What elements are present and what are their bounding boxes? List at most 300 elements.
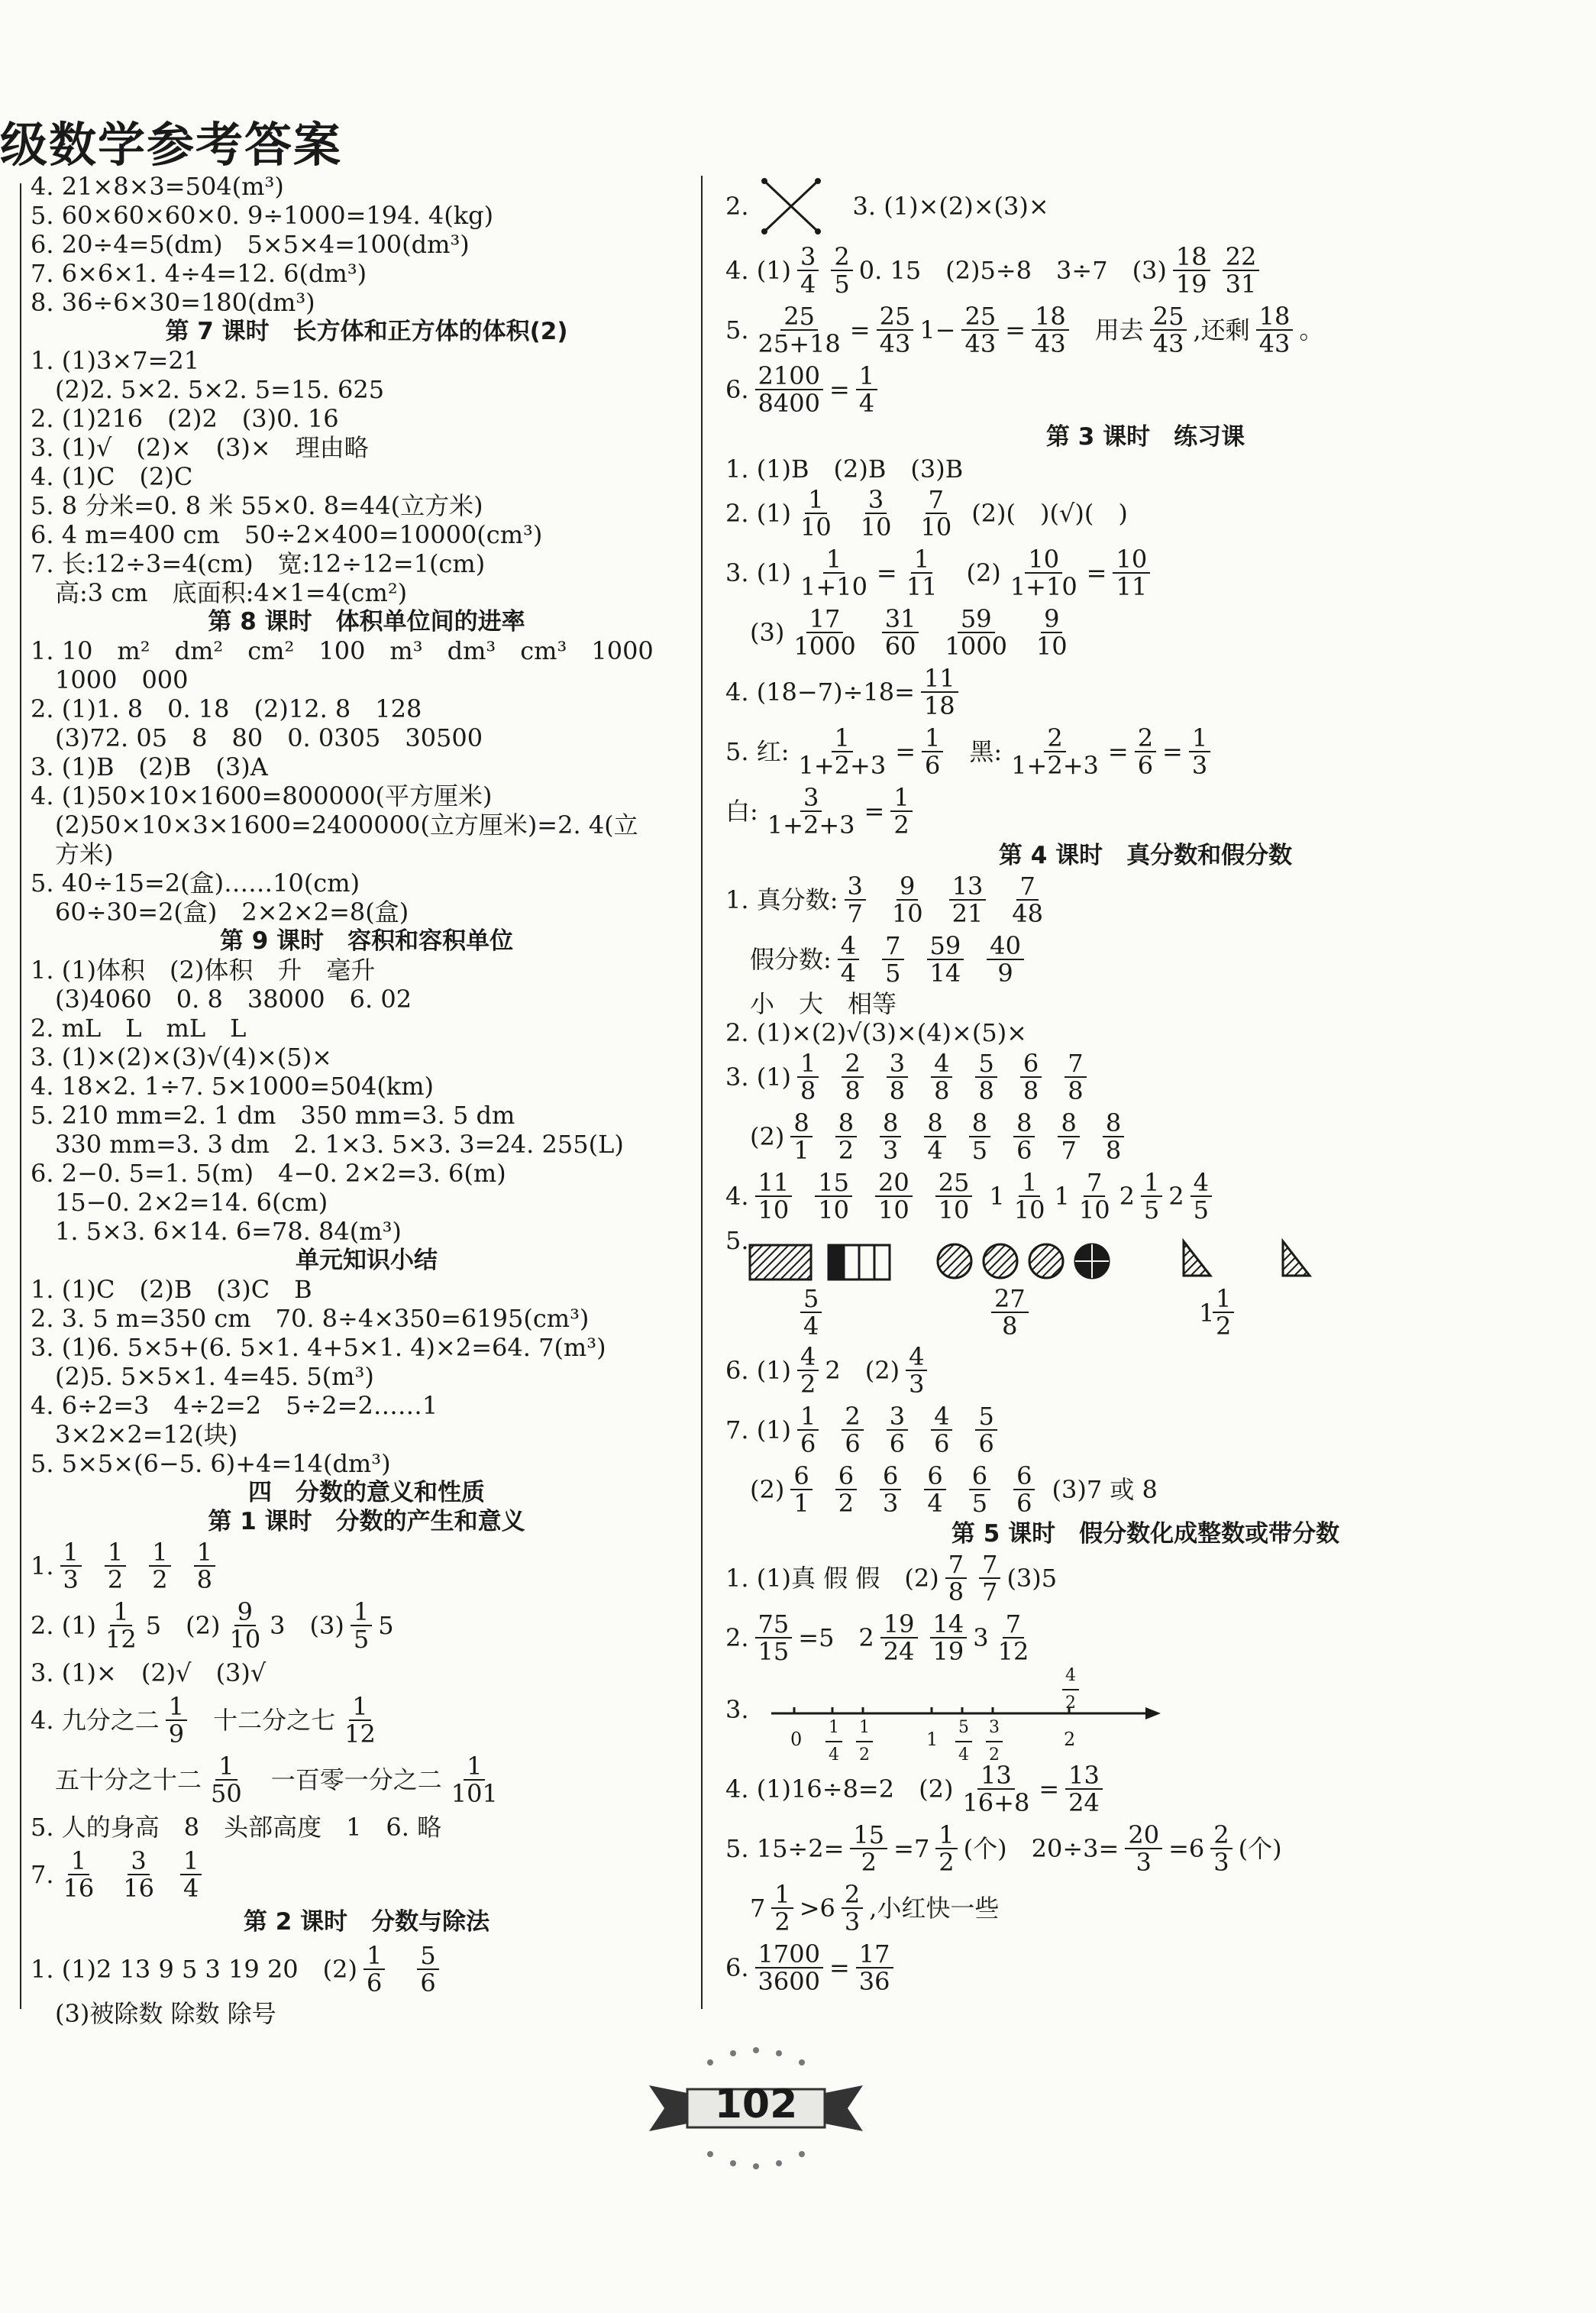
fraction-stack	[945, 1551, 967, 1605]
denominator: 3	[1191, 751, 1208, 780]
numerator: 1	[166, 1694, 187, 1721]
answer-line: 6. $\frac{2100}{8400}$ = $\frac{1}{4}$	[725, 360, 1565, 419]
text-segment: (3)5	[1006, 1564, 1058, 1593]
lesson-heading: 第 8 课时 体积单位间的进率	[208, 608, 525, 636]
denominator: 60	[884, 632, 916, 661]
fraction-stack	[890, 784, 912, 838]
answer-line	[31, 1536, 703, 1596]
page-number-badge	[641, 2040, 871, 2177]
fraction-stack	[1033, 606, 1071, 659]
fraction-stack	[180, 1848, 202, 1901]
numerator: 2	[842, 1881, 863, 1909]
denominator: 10	[860, 513, 892, 542]
denominator: 1+2+3	[1011, 751, 1099, 780]
denominator: 7	[1061, 1136, 1077, 1165]
fraction	[985, 1286, 1035, 1339]
denominator: 8	[889, 1076, 906, 1105]
answer-line: 2. mL L mL L	[31, 1014, 247, 1043]
fraction-stack	[842, 1403, 863, 1457]
fraction	[749, 1941, 829, 1994]
fraction-stack	[979, 1551, 1000, 1605]
number-line-one: 1	[926, 1729, 939, 1750]
denominator: 5	[353, 1625, 370, 1654]
answer-line	[725, 1107, 1565, 1166]
numerator: 6	[880, 1463, 901, 1490]
fraction-stack	[887, 1403, 908, 1457]
fraction-stack	[797, 1344, 819, 1397]
answer-line: 3. (1) $\frac{1}{1+10}$ = $\frac{1}{11}$ (2) $\frac{10}{1+10}$ = $\frac{10}{11}$	[725, 543, 1565, 603]
numerator: 8	[924, 1110, 945, 1137]
answer-line	[725, 1400, 1565, 1460]
numerator: 25	[1150, 303, 1187, 331]
answer-line	[31, 1690, 703, 1750]
text-segment: 5. 15÷2=	[725, 1834, 845, 1863]
denominator: 8	[978, 1076, 994, 1105]
denominator: 101	[451, 1779, 498, 1808]
answer-line: (2)50×10×3×1600=2400000(立方厘米)=2. 4(立	[55, 810, 638, 839]
fraction	[825, 244, 858, 297]
fraction-stack	[1058, 1110, 1079, 1163]
fraction	[335, 1694, 385, 1747]
denominator: 12	[105, 1625, 137, 1654]
denominator: 1+10	[800, 572, 867, 601]
numerator: 40	[987, 933, 1024, 960]
fraction-stack	[987, 933, 1024, 986]
numerator: 2	[842, 1403, 863, 1431]
denominator: 5	[971, 1136, 988, 1165]
numerator: 7	[1065, 1050, 1086, 1078]
text-segment: 黑:	[969, 737, 1003, 766]
text-segment: 2. (1)	[31, 1611, 97, 1640]
numerator: 22	[1223, 244, 1260, 271]
answer-line	[725, 172, 1565, 241]
text-segment: 7. (1)	[725, 1415, 792, 1444]
fraction	[953, 1762, 1039, 1816]
numerator: 15	[850, 1822, 887, 1849]
numerator: 2100	[755, 363, 823, 390]
denominator: 2	[107, 1565, 124, 1594]
answer-line: 1. (1)体积 (2)体积 升 毫升	[31, 956, 376, 985]
fraction	[1135, 1169, 1168, 1223]
fraction	[1129, 725, 1162, 778]
numerator: 19	[880, 1611, 918, 1639]
numerator: 8	[969, 1110, 990, 1137]
denominator: 6	[934, 1429, 950, 1458]
denominator: 1	[793, 1136, 809, 1165]
answer-line: 6. 4 m=400 cm 50÷2×400=10000(cm³)	[31, 520, 543, 549]
answer-line	[725, 930, 1565, 989]
answer-line: 4. 21×8×3=504(m³)	[31, 172, 284, 201]
fraction-stack	[1223, 244, 1260, 297]
answer-line: 3. (1)6. 5×5+(6. 5×1. 4+5×1. 4)×2=64. 7(m³)	[31, 1333, 606, 1362]
denominator: 10	[229, 1625, 261, 1654]
text-segment: 0. 15 (2)5÷8 3÷7 (3)	[858, 256, 1167, 285]
fraction-stack	[906, 1344, 927, 1397]
fraction	[411, 1943, 444, 1996]
fraction-group	[784, 606, 1087, 659]
numerator: 13	[1065, 1762, 1103, 1790]
mixed-whole: 1	[1199, 1299, 1215, 1328]
fraction-stack	[1191, 1169, 1212, 1223]
section-heading: 单元知识小结	[296, 1247, 438, 1274]
fraction	[749, 1611, 799, 1664]
fraction-stack	[835, 1463, 857, 1516]
fraction-stack	[1125, 1822, 1162, 1875]
lesson-heading: 第 9 课时 容积和容积单位	[219, 927, 514, 955]
fraction-stack	[949, 873, 987, 927]
numerator: 4	[797, 1344, 819, 1371]
denominator: 43	[964, 329, 997, 358]
text-segment: 。	[1299, 315, 1324, 345]
answer-line: 5. 红: $\frac{1}{1+2+3}$ = $\frac{1}{6}$ 黑: $\frac{2}{1+2+3}$ = $\frac{2}{6}$ = $\frac{1}{3}$	[725, 722, 1565, 781]
fraction-stack	[1011, 1169, 1048, 1223]
fraction-stack	[921, 665, 958, 719]
answer-line: 5. 8 分米=0. 8 米 55×0. 8=44(立方米)	[31, 491, 483, 520]
left-margin-rule	[20, 183, 21, 2009]
fraction	[791, 244, 825, 297]
fraction-group	[791, 487, 971, 540]
fraction-stack	[856, 1941, 893, 1994]
fraction	[96, 1599, 146, 1652]
numerator: 8	[790, 1110, 812, 1137]
text-segment: 十二分之七	[213, 1706, 336, 1735]
denominator: 2	[152, 1565, 168, 1594]
numerator: 1	[194, 1539, 215, 1567]
denominator: 8	[1023, 1076, 1039, 1105]
fraction-stack	[1256, 303, 1294, 357]
numerator: 7	[1003, 1611, 1024, 1639]
fraction-stack	[797, 1403, 819, 1457]
fraction	[1001, 546, 1087, 600]
answer-line: 3. (1)B (2)B (3)A	[31, 752, 268, 781]
denominator: 8400	[758, 389, 820, 418]
denominator: 3	[63, 1565, 79, 1594]
fraction-stack	[755, 363, 823, 416]
numerator: 7	[882, 933, 903, 960]
fraction	[442, 1753, 507, 1807]
fraction-stack	[922, 725, 943, 778]
denominator: 19	[932, 1637, 964, 1666]
text-segment: 3. (1)×(2)×(3)×	[852, 192, 1049, 221]
fraction	[973, 1551, 1006, 1605]
text-segment: (个) 20÷3=	[963, 1834, 1119, 1863]
question-number: 3.	[725, 1695, 749, 1724]
fraction-stack	[1189, 725, 1210, 778]
fraction-stack	[831, 244, 852, 297]
numerator: 4	[906, 1344, 927, 1371]
text-segment: 1. (1)2 13 9 5 3 19 20 (2)	[31, 1955, 357, 1984]
numerator: 18	[1173, 244, 1210, 271]
denominator: 1+2+3	[767, 810, 855, 839]
fraction-stack	[1013, 1463, 1035, 1516]
text-segment: 3	[973, 1623, 989, 1652]
fraction-stack	[790, 1463, 812, 1516]
numerator: 1	[1141, 1169, 1162, 1197]
numerator: 1	[805, 487, 826, 514]
fraction	[1216, 244, 1266, 297]
denominator: 10	[818, 1195, 849, 1224]
fraction	[1184, 1169, 1218, 1223]
numerator: 1	[105, 1539, 126, 1567]
fraction-stack	[1213, 1286, 1234, 1339]
numerator: 2	[1210, 1822, 1232, 1849]
denominator: 12	[344, 1719, 376, 1748]
fraction-stack	[969, 1463, 990, 1516]
fraction-stack	[208, 1753, 245, 1807]
denominator: 9	[997, 959, 1013, 988]
fraction	[1167, 244, 1216, 297]
numerator: 1	[464, 1753, 485, 1781]
fraction-stack	[815, 1169, 852, 1223]
fraction	[897, 546, 947, 600]
fraction	[900, 1344, 933, 1397]
page-number: 102	[714, 2082, 798, 2127]
fraction-stack	[448, 1753, 501, 1807]
answer-line	[725, 1047, 1565, 1107]
numerator: 25	[961, 303, 999, 331]
fraction	[765, 1881, 799, 1935]
fraction-stack	[800, 1286, 822, 1339]
answer-line: 1000 000	[55, 665, 189, 694]
fraction-stack	[942, 606, 1010, 659]
answer-line	[725, 484, 1565, 543]
denominator: 4	[840, 959, 857, 988]
denominator: 1+2+3	[798, 751, 887, 780]
fraction	[1119, 1822, 1168, 1875]
answer-line: 1. 5×3. 6×14. 6=78. 84(m³)	[55, 1217, 402, 1246]
denominator: 4	[803, 1312, 819, 1341]
fraction-stack	[1103, 1110, 1124, 1163]
denominator: 16+8	[962, 1788, 1030, 1817]
denominator: 1000	[945, 632, 1007, 661]
text-segment: (2)	[966, 558, 1001, 587]
answer-line	[725, 1878, 1565, 1938]
numerator: 4	[931, 1050, 952, 1078]
answer-line: 2. (1)1. 8 0. 18 (2)12. 8 128	[31, 694, 422, 723]
answer-line: 4. (1)C (2)C	[31, 462, 193, 491]
fraction	[929, 1822, 963, 1875]
denominator: 6	[420, 1968, 436, 1998]
answer-line: 高:3 cm 底面积:4×1=4(cm²)	[55, 578, 408, 607]
denominator: 16	[63, 1874, 95, 1903]
fraction	[749, 363, 829, 416]
numerator: 75	[755, 1611, 793, 1639]
answer-line: 2. (1)216 (2)2 (3)0. 16	[31, 404, 339, 433]
denominator: 4	[958, 1745, 969, 1765]
fraction-stack	[924, 1463, 945, 1516]
fraction-stack	[1113, 546, 1150, 600]
fraction-stack	[931, 1050, 952, 1104]
text-segment: 4.	[725, 1182, 749, 1211]
fraction-stack	[887, 1050, 908, 1104]
denominator: 2	[939, 1848, 955, 1877]
fraction	[357, 1943, 391, 1996]
denominator: 19	[1175, 270, 1207, 299]
text-segment: 1. 真分数:	[725, 885, 838, 914]
numerator: 1	[832, 725, 853, 752]
fraction	[939, 1551, 973, 1605]
left-column	[31, 172, 703, 2028]
fraction	[1107, 546, 1156, 600]
answer-line: 5. 人的身高 8 头部高度 1 6. 略	[31, 1813, 442, 1842]
denominator: 6	[889, 1429, 906, 1458]
fraction-stack	[1062, 1663, 1079, 1716]
fraction-stack	[226, 1599, 263, 1652]
denominator: 6	[978, 1429, 994, 1458]
numerator: 3	[128, 1848, 149, 1875]
lesson-heading: 第 4 课时 真分数和假分数	[998, 842, 1293, 869]
numerator: 6	[1020, 1050, 1042, 1078]
denominator: 14	[929, 959, 961, 988]
answer-line: 1. (1)3×7=21	[31, 346, 200, 375]
fraction-stack	[1013, 1110, 1035, 1163]
numerator: 25	[935, 1169, 973, 1197]
denominator: 8	[1068, 1076, 1084, 1105]
fraction	[758, 784, 864, 838]
fraction-group	[791, 1050, 1103, 1104]
denominator: 11	[1116, 572, 1148, 601]
denominator: 43	[879, 329, 911, 358]
fraction-stack	[935, 1822, 957, 1875]
answer-line: (2)2. 5×2. 5×2. 5=15. 625	[55, 375, 385, 404]
denominator: 10	[877, 1195, 909, 1224]
fraction-stack	[351, 1599, 372, 1652]
denominator: 7	[847, 899, 863, 928]
denominator: 31	[1225, 270, 1257, 299]
answer-line	[31, 1845, 703, 1904]
fraction-stack	[1141, 1169, 1162, 1223]
numerator: 1	[935, 1822, 957, 1849]
page-header-title: 级数学参考答案	[0, 117, 343, 173]
fraction-stack	[930, 1611, 968, 1664]
numerator: 6	[835, 1463, 857, 1490]
fraction	[1002, 725, 1108, 778]
answer-line: 7. 6×6×1. 4÷4=12. 6(dm³)	[31, 259, 367, 288]
fraction-stack	[975, 1050, 997, 1104]
numerator: 18	[1032, 303, 1069, 331]
fraction-stack	[880, 1611, 918, 1664]
denominator: 6	[1016, 1136, 1032, 1165]
text-segment: 1. (1)真 假 假 (2)	[725, 1564, 939, 1593]
numerator: 6	[969, 1463, 990, 1490]
answer-line: 1. (1)B (2)B (3)B	[725, 455, 964, 484]
numerator: 1	[349, 1694, 370, 1721]
answer-line: 1. 10 m² dm² cm² 100 m³ dm³ cm³ 1000	[31, 636, 654, 665]
fraction-stack	[961, 303, 999, 357]
denominator: 3	[883, 1136, 899, 1165]
fraction-stack	[1135, 725, 1156, 778]
numerator: 5	[800, 1286, 822, 1313]
fraction	[1026, 303, 1075, 357]
text-segment: 3. (1)	[725, 558, 792, 587]
answer-line	[725, 1608, 1565, 1668]
answer-line: 5. 5×5×(6−5. 6)+4=14(dm³)	[31, 1449, 391, 1478]
fraction	[344, 1599, 378, 1652]
text-segment: =6	[1168, 1834, 1205, 1863]
fraction-stack	[1150, 303, 1187, 357]
denominator: 8	[196, 1565, 212, 1594]
answer-line: (3)被除数 除数 除号	[55, 1999, 276, 2028]
numerator: 8	[880, 1110, 901, 1137]
fraction	[835, 1881, 869, 1935]
answer-line	[725, 662, 1565, 722]
denominator: 43	[1258, 329, 1291, 358]
fraction-group	[749, 1169, 990, 1223]
denominator: 3	[1136, 1848, 1152, 1877]
fraction-stack	[924, 1110, 945, 1163]
numerator: 20	[1125, 1822, 1162, 1849]
answer-line	[725, 1341, 1565, 1400]
fraction	[871, 303, 920, 357]
fraction-stack	[417, 1943, 438, 1996]
fraction-stack	[797, 244, 819, 297]
answer-line: 60÷30=2(盒) 2×2×2=8(盒)	[55, 898, 409, 927]
answer-line: 4. (1)16÷8=2 (2) $\frac{13}{16+8}$ = $\frac{13}{24}$	[725, 1759, 1565, 1819]
denominator: 10	[1035, 632, 1068, 661]
fraction-stack	[889, 873, 926, 927]
text-segment: 2. (1)	[725, 499, 792, 528]
answer-line: 1. (1)C (2)B (3)C B	[31, 1275, 312, 1304]
numerator: 5	[955, 1715, 972, 1742]
fraction-stack	[835, 1110, 857, 1163]
fraction-stack	[880, 1463, 901, 1516]
denominator: 9	[168, 1719, 185, 1748]
answer-line: 8. 36÷6×30=180(dm³)	[31, 288, 315, 317]
fraction-stack	[790, 1110, 812, 1163]
fraction	[160, 1694, 193, 1747]
text-segment: (3)7 或 8	[1052, 1475, 1158, 1504]
answer-line: 4. 18×2. 1÷7. 5×1000=504(km)	[31, 1072, 435, 1101]
fraction	[955, 303, 1005, 357]
right-column	[725, 172, 1565, 1998]
answer-line: 2. (1)×(2)√(3)×(4)×(5)×	[725, 1018, 1027, 1047]
numerator: 2	[1135, 725, 1156, 752]
denominator: 10	[1013, 1195, 1045, 1224]
denominator: 36	[858, 1967, 890, 1996]
fraction	[915, 665, 964, 719]
denominator: 1000	[793, 632, 856, 661]
fraction	[1070, 1169, 1119, 1223]
fraction-stack	[1065, 1050, 1086, 1104]
numerator: 1	[351, 1599, 372, 1626]
denominator: 1	[793, 1489, 809, 1518]
fraction-group	[838, 873, 1064, 927]
fraction-stack	[797, 1050, 819, 1104]
denominator: 3	[909, 1370, 925, 1399]
lesson-heading: 第 7 课时 长方体和正方体的体积(2)	[165, 318, 568, 345]
answer-line	[725, 1819, 1565, 1878]
fraction-stack	[959, 1762, 1032, 1816]
answer-line	[725, 1548, 1565, 1608]
fraction-stack	[194, 1539, 215, 1593]
fraction-stack	[838, 933, 859, 986]
fraction	[202, 1753, 251, 1807]
denominator: 10	[891, 899, 923, 928]
answer-line: 5. 60×60×60×0. 9÷1000=194. 4(kg)	[31, 201, 494, 230]
fraction-stack	[60, 1539, 82, 1593]
answer-line: 白: $\frac{3}{1+2+3}$ = $\frac{1}{2}$	[725, 781, 1565, 841]
text-segment: 4. (18−7)÷18=	[725, 678, 915, 707]
fraction-stack	[60, 1848, 98, 1901]
text-segment: 用去	[1094, 315, 1144, 345]
denominator: 6	[367, 1968, 383, 1998]
fraction-stack	[935, 1169, 973, 1223]
numerator: 9	[897, 873, 918, 901]
denominator: 8	[1105, 1136, 1122, 1165]
answer-line: (2)5. 5×5×1. 4=45. 5(m³)	[55, 1362, 374, 1391]
denominator: 10	[920, 513, 952, 542]
fraction-stack	[149, 1539, 170, 1593]
